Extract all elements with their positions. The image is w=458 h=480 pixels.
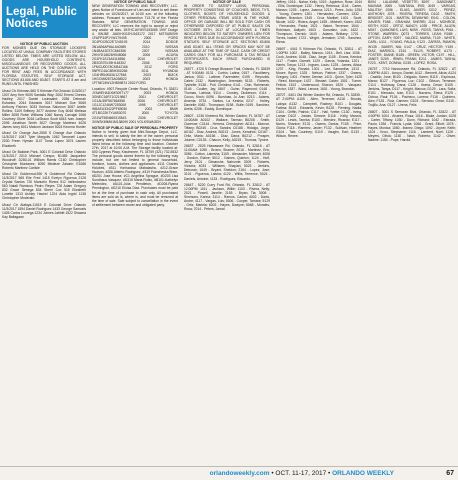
notice-block	[368, 110, 456, 142]
page-number: 67	[446, 470, 454, 477]
notice-text: 2860T - 1236 Vinelend Rd, Winter Garden, FL 34787 - AT 10:00AM: A0102 - Wallace, Tarmac; B0208 - Smith, Clarence; C0144 - Herrera, Christopher; A0111 - Monroe, Tiffany; B0245 - Cruz, Sandra; C0188 - Hidalgo, Jorge; A0110 - Diaz, Andrea; B0213 - Jones, Kendrick; C0167 - Ortiz, Maria; A0156 - Diaz, Dana; B0212 - Prosper, Jolaine; C0135 - Chacon, Kelly; A0215 - Thomas, Tyrone.	[184, 113, 270, 142]
notice-column-3	[184, 0, 270, 466]
notice-text: Notice is hereby given that Mini-Storage Depot, LLC. intends to sell, to satisfy the lien of the owner, personal property described below belonging to those individuals listed below at the following time and location. October 27th, 2017 at 10:00 A.M. The Storage facility located at: 600 Cypress Pkwy, Kissimmee, FL 34759 (321) 732-5532 The personal goods stored therein by the following may include, but are not limited to general household, furniture, boxes, clothes and appliances. #111 Charles Holubek, #311 Yonhacksa Mabalasha, #212-Grace Hudson, #206 Alberto Rodriguez, #319 Francheska Brice, #D201 Jose House, #C1 Angelina Sprague, #D203 Lisa Sundhaus Vasquez, #D315 Maria Rubio, #B101-Kathelyn Melendez, #A101-Julia Pendleton, #D208-Ryana Pennington, #D210 Eloisa Diaz. Purchases must be paid for at the time of purchase in cash only. All purchased items are sold as is, where is, and must be removed at the time of sale. Sale subject to cancellation in the event of settlement between owner and obligated party.	[92, 129, 178, 207]
section-title: Legal, Public Notices	[6, 6, 77, 30]
notice-column-4	[276, 0, 362, 466]
footer-credit: orlandoweekly.com • OCT. 11-17, 2017 • ORLANDO WEEKLY	[209, 470, 394, 477]
notice-block	[276, 93, 362, 138]
notice-block	[2, 42, 86, 87]
footer-issue: OCT. 11-17, 2017	[275, 470, 327, 477]
notice-text: 2875T - 7710 Narcoossee Rd, Orlando, FL 32822 - AT 3:00PM: A101 - Arroyo, Daniel; A112 - Bennett, Alicia; A124 - Castillo, Jose; B103 - Delgado, Karen; B115 - Espinoza, Marco; B127 - Figueroa, Luz; C102 - Gibson, Terrance; C114 - Holloway, Dana; C126 - Ibarra, Cesar; D105 - Jenkins, Tanya; D117 - Knight, Marcus; D129 - Lara, Sofia; E101 - Mercado, Ivan; E113 - Navarro, Elena; E125 - Ochoa, Raul; F104 - Pacheco, Lorena; F116 - Quintero, Alex; F128 - Ruiz, Carmen; G103 - Serrano, Omar; G115 - Trujillo, Ana; G127 - Urena, Felix.	[368, 66, 456, 108]
notice-block	[2, 150, 86, 170]
notice-title: NOTICE OF PUBLIC AUCTION	[20, 42, 68, 46]
notice-block	[276, 47, 362, 92]
notice-text: 2870T - 6401 Old Winter Garden Rd, Orlando, FL 32835 - AT 2:00PM: A105 - Allen, Terrence; A118 - Brooks, Latoya; A132 - Campbell, Rodney; B101 - Douglas, Fatima; B115 - Edwards, Kevin; B128 - Fleming, Nadia; C104 - Griffin, Patrick; C117 - Hall, Yvette; C130 - Irving, Lamar; D102 - Jordan, Simone; D116 - Kelly, Marcus; D129 - Lewis, Tamika; E103 - Mendez, Ricardo; E117 - Norris, Shanice; E131 - Owens, Darius; F105 - Price, Gloria; F118 - Ramirez, Javier; F132 - Sullivan, Heather; G104 - Tate, Courtney; G119 - Vaughn, Earl; G133 - Wilson, Renee.	[276, 93, 362, 138]
notice-block	[92, 126, 178, 207]
notice-block	[2, 89, 86, 129]
notice-block	[368, 0, 456, 65]
notice-text: Uhaul Ctr Alafaya-11515 E Colonial Drive Orlando 11/3/2017 1554 Daniel Rodriguez 1433 George Samuels 1405 Carlos Lourega 1234 Jolmes Jabbitt 1522 Shawna Kay Baltagaan	[2, 202, 86, 219]
notice-block	[2, 203, 86, 219]
footer-site[interactable]: orlandoweekly.com	[209, 470, 270, 477]
notice-text: Location: 4907 Recycle Center Road, Orlando, FL 32821 JYAWEHADXMS09T177 2003 HONDA 3GNEC16R71G219867 2001 CHEVROLET 1G1AL55F567664558 2006 CHEVROLET 1G1JC1246W7253008 1998 CHEVROLET WBAEU33422PF89030 2002 BMW 4T1BG22K7YU653070 2000 TOYOTA 2G1WT55N669315543 2006 CHEVROLET 3VWSK69M61M138099 2001 VOLKSWAGEN	[92, 87, 178, 124]
notice-block	[276, 0, 362, 45]
footer-rule	[0, 466, 458, 467]
notice-block	[2, 172, 86, 200]
notice-block	[184, 144, 270, 180]
notice-column-2	[92, 0, 178, 466]
notice-title: NOTICE OF SALE	[212, 0, 242, 4]
notice-block	[184, 0, 270, 65]
notice-text: 2869T - 4441 S Kirkman Rd, Orlando, FL 32811 - AT 1:00PM: 1002 - Bailey, Marcus; 1014 - Bell, Lisa; 1036 - Cook, Andrea; 1048 - Diaz, Jorge; 1105 - Evans, Kendra; 1117 - Foster, Darnell; 1129 - Garcia, Yolanda; 1201 - Harris, Tonya; 1213 - Ingram, Louis; 1225 - James, Alicia; 1237 - King, Ronald; 1301 - Lee, Samantha; 1313 - Moore, Byron; 1325 - Nelson, Patrice; 1337 - Owens, Gregory; 1401 - Parker, Denise; 1413 - Quinn, Tyler; 1425 - Reed, Monique; 1437 - Stewart, Calvin; 1501 - Turner, Felicia; 1513 - Underwood, Sharon; 1525 - Vasquez, Hector; 1537 - Ward, Lenora; 1601 - Young, Brandon.	[276, 46, 362, 92]
footer-publication: ORLANDO WEEKLY	[332, 470, 394, 477]
notice-title: NOTICE OF PUBLIC SALE	[114, 0, 156, 4]
notice-text: IN ORDER TO SATISFY LIENS, PERSONAL PROPERTY CONSISTING OF COUCHES, BEDS, TV'S, CLOTHES, BOXES OF HOUSEHOLD GOODS & OTHER PERSONAL ITEMS USED IN THE HOME, OFFICE OR GARAGE WILL BE SOLD FOR CASH OR OTHERWISE DISPOSED OF AT PUBLIC SALES ON OCTOBER 25TH, 2017 AT LOCATIONS & TIMES INDICATED BELOW TO SATISFY OWNERS LIEN FOR RENT & FEES DUE IN ACCORDANCE WITH FLORIDA STATUES: SELF STORAGE ACT, SECTIONS 83.806 AND 83.807. ALL ITEMS OR SPACES MAY NOT BE AVAILABLE AT THE TIME OF SALE. CASH OR CREDIT CARDS ONLY FOR ALL PURCHASE & TAX RESALE CERTIFICATES. EACH SPACE PURCHASED IS REQUIRED.	[184, 4, 270, 65]
notice-text: Uhaul Ctr Kirkman-660 S Kirkman Rd Orlando 11/3/2017 1007 Amy Kerr 9005 Santalla Way; 2002 Ernest Cheeks Hadley; 2017 Daniel Louissaint; 2036 Deborah Eubanks; 2044 Edwards 3017 Michael Doe 5065 Anthony Palmer; 3033 Kerinca Salomon 3087 Arielle Rollins; 3109 Brittney 3077 Andrew Guy 6048 Melissa Miller 3055 Robin Williams 1060 Nancy Carvajal 1066 Courtney Oliver 3018 LaShaun Scott 6043 Ivan Joseph 2096 Jonathan Smith 3027 George Martinez 4026 James Ivory 6011 Malcom Jackson 5024 Keonna Hunter	[2, 88, 86, 130]
notice-block	[184, 183, 270, 211]
notice-text: Uhaul Ctr Goldenrod-590 N Goldenrod Rd Orlando 11/3/2017 565 Elle Fred 1415 Evelyn Figueroa 2128 Crystal Santos 720 Manuelo Rivera 512 Irahindavino 563 Natall Ramtoos Pedro Reyes 728 Adam Gregory 832 Grace Senega 834 Sherri Cox 515 Elizabeth Lunette 1313 Ashley Hackel 1224 Aida Ingrid 1138 Christopher Moderato	[2, 172, 86, 201]
notice-block	[184, 114, 270, 142]
notice-text: 2880T - 3001 S Semoran Blvd, Orlando, FL 32822 - AT 4:00PM: 1004 - Alvarez, Rosa; 1016 - Blake, Jordan; 1028 - Carter, Tiffany; 1030 - Dunn, Richard; 1042 - Estrada, Paulo; 1054 - Francis, Lydia; 1066 - Grant, Elliott; 1078 - Hayes, Monica; 1080 - Ibanez, Diego; 1092 - Joyner, Keith; 1104 - Knox, Stephanie; 1116 - Lambert, Noel; 1128 - Meyers, Olivia; 1130 - Nash, Roberto; 1142 - Oliver, Nadine; 1154 - Pope, Harold.	[368, 109, 456, 142]
notice-column-1	[2, 42, 86, 466]
notice-text: 2857T - 4720 S Orange Blossom Trail, Orlando, FL 32839 - AT 9:00AM: 0131 - Corbin, Latina; 0157 - Faudiberry, Janica; 0311 - Latimer, Fazerdeen; 0195 - Reynolds, Caleb; 2132 - Washington, Jeremiah; 5133 - Roberts, Tyshelle; 5138 - Poit, Christina; 0141 - Chin, Rahmmah; 0146 - Coulter, Jay; 0847 - Guinn, Raymond; 0148 - Thomas, Latricia; 5114 - Crosley, Dickerson; 0114 - Cocco, Kirsh; 0096 - Burshaw, Jo Ann; 0213 - Adams, Arsenia; 0734 - Santos, La Keshia; 0217 - Holley, Danielle; 0082 - Thompson; 0158 - Bulle; 0195 - Sanchez, Arelis; 0208 - Eaddy, Dominique.	[184, 66, 270, 112]
notice-text: FOR MONIES DUE ON STORAGE LOCKERS LOCATED AT UHAUL COMPANY FACILITIES STORES LISTED BELOW. TIMES ARE LISTED BELOW. ALL GOODS ARE HOUSEHOLD CONTENTS, MISCELLANEOUS OR RECOVERED GOODS. ALL AUCTIONS ARE HELD ON THE COMPANY'S LIEN FOR RENT AND FEES IN ACCORDANCE WITH FLORIDA STATUTES, SELF STORAGE ACT, SECTIONS 83.806 AND 83.807. STARTS AT 8 am and RUNS UNTIL FINISHED	[2, 46, 86, 87]
notice-text: Uhaul Ctr Baldwin Park- 4001 E Colonial Drive Orlando 11/3/2017 2010 Michael Crespo; B1455 Jacqueline Woodruff; D280-01 William Ramis C160 Christopher Cristopher Montanez; 6090 Mistieze Zalazie; E1088 Roberto Martinez Carlisle	[2, 149, 86, 170]
notice-block	[184, 67, 270, 112]
notice-title: NOTICE OF PUBLIC SALE OF PERSONAL PROPERTY	[92, 125, 178, 130]
notice-block	[368, 67, 456, 107]
section-heading	[2, 0, 88, 38]
notice-text: Uhaul Ctr Orange Ave-2555 S Orange Ave Orlando 11/3/2017 1087 Tyler Margolis 1062 Tamonell Lopez 2030 Freen Hyman 1147 Tonia Lopez 3074 Lauren Elizabeth	[2, 131, 86, 148]
notice-text: 2864T - 5220 Curry Ford Rd, Orlando, FL 32812 - AT 12:00PM: 1011 - Jackson, Willie; 1103 - Rivera, Nelly; 2021 - Powell, Janelle; 2155 - Bryan, Tia; 3008 - Simmons, Karina; 3114 - Ramos, Carlos; 4002 - Davis, Andre; 4117 - Vargas, Luis; 5006 - Cooper, Tamara; 5129 - Ortiz, Mariela; 6003 - Hayes, Dwayne; 6088 - Morales, Rosa; 7014 - Peters, Jamal.	[184, 182, 270, 212]
notice-block	[92, 0, 178, 85]
notice-text: B094 - LALANNE, VEDETTE; B097 - GABONNET, MAXIAM; J065 - SANTANA, IRIS; J049 - VARGAS, MALITAY; J056 - ELIAS, JAVIER; C012 - PEREZ, ANTHONY; J078 - RIVERA, TERESA; D102 - SMITH, BRIDGET; J101 - MARTIN, DEWAYNE; E041 - COLON, XAVIER; F088 - GRAHAM, SHERRI; J114 - MONROE, KEITH; K022 - ORTIZ, NANCY; L035 - PRICE, ALLEN; M047 - QUINONES, LUIS; N059 - ROSS, TANYA; P061 - STONE, WARREN; Q073 - TORRES, LEAH; R085 - UPTON, GARY; S097 - VALDEZ, MARIA; T109 - WHITE, CARL; U111 - YOUNG, PAULA; V123 - ZAPATA, RAMON; W135 - BAKER, NIA; X147 - CRUZ, HECTOR; Y159 - DIAZ, MARISOL; Z161 - ELLIS, ROBERT; A173 - FOSTER, DIANE; B185 - GREEN, VICTOR; C197 - HILL, JANET; D209 - IRWIN, FRANK; E211 - JAMES, TASHA; F223 - KENT, DONNA; G235 - LOPEZ, ROSA.	[368, 0, 456, 65]
notice-text: Jeffrey; 1016 - Nahar, Kelly; 1019 - Appleton, Rose; 1044 - Ellis, Dominique; 1132 - Henry, Rebecca; 1144 - Carter, Marcus; 1205 - Lopez, Joanna; 1213 - Perez, Julio; 1254 - Young, Darren; 1301 - Hernandez, Carmen; 1332 - Walker, Brandon; 1345 - Cruz, Maribel; 1401 - Scott, Nicole; 1432 - Rivera, Angel; 1455 - Mitchell, Karen; 1502 - Fernandez, Paola; 1521 - Baker, Terrence; 1544 - Robinson, Aaliyah; 1603 - Gonzalez, Luis; 1622 - Thompson, Derrick; 1643 - Adams, Brittany; 1701 - Torres, Isabel; 1723 - Wright, Jermaine; 1745 - Sanchez, Elena.	[276, 0, 362, 45]
notice-column-5	[368, 0, 456, 466]
notice-text: NEW GENERATION TOWING AND RECOVERY, LLC. gives Notice of Foreclosure of Lien and intent to sell these vehicles on 10/26/2017, at 10:00 a.m. at the following address. Pursuant to subsection 713.78 of the Florida Statutes. NEW GENERATION TOWING AND RECOVERY, LLC reserves the right to accept or reject any and/or all bids. 1B7HC16Y8VS153085 1997 Dodge 4. 5WJ8E JA8XHXGZHJ163172 2017 MITSUBISHI 1FAFP34P1YW179495 2000 FORD 3C4PDCBG2ET245193 2014 DODGE 3N1AB6AP8AL640985 2010 NISSAN 1N4BA41E37C846356 2007 NISSAN 2HNYD18626H548066 2006 ACURA 2G1FK1EJ3A9116556 2010 CHEVROLET 2B3CB7EL95H148302 2008 DODGE 1FMCU0D78CKB42166 2012 FORD 5NPEC4AC8BH300268 2011 HYUNDAI 1G4HR54K83U127548 2003 BUICK 1HGCM82673A038522 2003 HONDA 1FTNE24W12HB59874 2002 FORD	[92, 4, 178, 85]
notice-block	[2, 131, 86, 147]
notice-text: 2863T - 2525 Hiawassee Rd, Orlando, FL 32818 - AT 11:00AM: 1055 - Brown, Sharee; 2018 - Martinez, Eric; 3056 - Cotton, Lakesha; 3105 - Alexander, Michael; 4006 - Gordon, Elaine; 5012 - Gaines, Quinton; 1124 - Huff, Jerry; 2101 - Dimanche, Nahomie; 3209 - Roberts, Victoria; 4033 - Williams, Shaylan; 5023 - Jenkins, Deborah; 1049 - Bryant, Sheldon; 2164 - Lopez, Jose; 3101 - Figueroa, Laisha; 4120 - Willis, Terrence; 5024 - Daniels, Antoine; 1133 - Rodriguez, Eduardo.	[184, 144, 270, 181]
notice-block	[92, 87, 178, 123]
page-footer	[0, 468, 458, 480]
